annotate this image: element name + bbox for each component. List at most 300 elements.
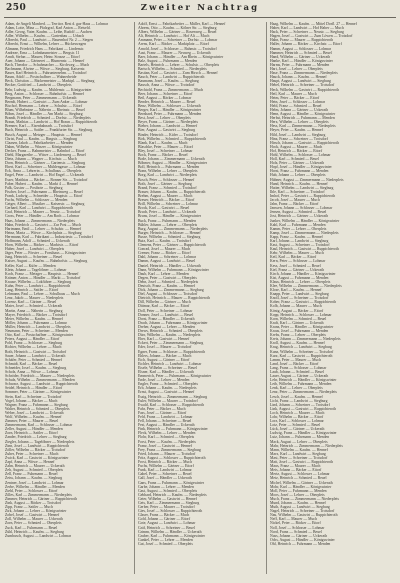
directory-entry: Meis, Johann — Bäcker — Eitorf bbox=[270, 468, 322, 473]
directory-entry: Zerbe, Wilhelm — Händler — Menden bbox=[5, 484, 65, 489]
directory-entry: Drach, Johann — Fuhrmann — Königswinter bbox=[138, 320, 208, 325]
directory-entry: Herrmann, Karl — Fabrikant — Industriestr. — Troisdorf bbox=[5, 234, 93, 239]
directory-entry: Hohl, Wilhelm — Schlosser — Lohmar bbox=[270, 153, 331, 157]
directory-entry: Blaschke, Peter — Maurer — Eitorf bbox=[138, 144, 194, 149]
directory-entry: Bieber, Johann — Landwirt — Hennef bbox=[138, 124, 198, 129]
directory-entry: Kreis, Johann — Zimmermann — Niederpleis bbox=[270, 337, 341, 342]
directory-entry: Eber, Karl — Gastwirt — Hennef bbox=[138, 337, 190, 342]
directory-entry: Lehmann, Paul — Lehrer — Schulhaus — Much bbox=[5, 292, 80, 297]
directory-entry: Vogel, Johann — Bäcker — Much bbox=[5, 398, 58, 403]
directory-entry: Fuchs, Wilhelm — Schlosser — Menden bbox=[5, 198, 68, 203]
directory-entry: Gall, Josef — Händler — Uckerath bbox=[138, 476, 192, 481]
directory-entry: Fahr, Peter — Bäcker — Much bbox=[138, 406, 186, 411]
directory-entry: Berg, Anton — Schlosser — Bahnhofstr. — Hennef bbox=[5, 91, 84, 96]
directory-entry: Schulz, Wilhelm — Zimmermann — Menden bbox=[5, 378, 75, 383]
directory-entry: Möller, Johann — Fuhrmann — Lohmar bbox=[5, 320, 67, 325]
directory-entry: Jost, Heinrich — Gärtner — Uckerath bbox=[270, 214, 328, 219]
directory-entry: Mayer, Friedrich — Bäcker — Troisdorf bbox=[5, 312, 67, 317]
directory-entry: Kist, August — Fuhrmann — Menden bbox=[270, 275, 329, 280]
directory-entry: Böhmer, August — Händler — Königswinter bbox=[138, 161, 208, 166]
running-title: Zweiter Nachtrag bbox=[140, 3, 260, 13]
directory-entry: Licht, Franz — Landwirt — Siegburg bbox=[270, 398, 328, 403]
directory-entry: Kurz, Karl — Gastwirt — Ruppichteroth bbox=[270, 353, 333, 358]
directory-entry: Keil, Karl — Bäcker — Eitorf bbox=[270, 255, 317, 260]
directory-entry: Kraus, Josef — Fuhrmann — Menden bbox=[270, 329, 329, 334]
directory-entry: Kess, Josef — Schmied — Beuel bbox=[270, 263, 321, 268]
directory-entry: Bausch, Anna — Witwe — Troisdorf bbox=[138, 83, 195, 88]
directory-entry: Hock, August — Maurer — Much bbox=[270, 144, 323, 149]
directory-entry: Herbst, Heinrich — Fuhrmann — Menden bbox=[270, 116, 335, 121]
directory-entry: Hamm, August — Schlosser — Lohmar bbox=[270, 46, 331, 51]
directory-entry: Graf, Heinrich — Maurer — Neustr. — Troisdorf bbox=[5, 210, 81, 215]
directory-entry: Geiger, Albert — Musiker — Kaiserstr. — Siegburg bbox=[5, 202, 85, 207]
directory-entry: Zumbusch, August — Landwirt — Lohmar bbox=[5, 533, 72, 538]
directory-entry: Dorst, Franz — Händler — Uckerath bbox=[138, 316, 195, 321]
directory-entry: Junker, Wilhelm — Händler — Königswinter bbox=[270, 218, 340, 223]
directory-entry: Alt, Heinrich — Landwirt — Hof Alt — Much bbox=[138, 34, 210, 39]
column-1 bbox=[5, 22, 129, 574]
directory-entry: Schneider, Josef — Kaufm. — Siegburg bbox=[5, 365, 67, 370]
directory-entry: Hahn, Friedrich — Gastwirt — Zur Post — Much bbox=[5, 222, 82, 227]
directory-entry: Franz, Josef — Gastwirt — Hennef bbox=[138, 443, 192, 448]
directory-entry: Zuck, Karl — Fuhrmann — Beuel bbox=[5, 525, 58, 530]
directory-entry: Kober, Franz — Gastwirt — Ruppichteroth bbox=[270, 300, 337, 305]
directory-entry: Moos, Josef — Lehrer — Oberpleis bbox=[270, 492, 325, 497]
directory-entry: Arnold, Josef — Schlosser — Bahnstr. — Troisdorf bbox=[138, 46, 217, 51]
directory-entry: Geier, Wilhelm — Gastwirt — Hennef bbox=[138, 496, 197, 501]
directory-entry: Andreae, Erna — Lohnbaumeister — Bergstr. 11 bbox=[5, 50, 80, 55]
directory-entry: Klein, Johann — Tagelöhner — Lohmar bbox=[5, 267, 67, 272]
directory-entry: Benz, Wilhelm — Schlosser — Uckerath bbox=[138, 103, 201, 108]
directory-entry: Zeh, August — Schmied — Oberpleis bbox=[5, 468, 64, 473]
directory-entry: Seidel, Heinrich — Händler — Eitorf bbox=[5, 386, 63, 391]
directory-entry: Holl, Karl — Schmied — Beuel bbox=[270, 157, 319, 162]
directory-entry: Emmerich, Peter — Fuhrmann — Königswinter bbox=[138, 374, 212, 379]
directory-entry: Esser, Matthias — Bäcker — Bonner Str. — Troisdorf bbox=[5, 177, 88, 182]
directory-entry: Christ, Paul — Kaufm. — Ringstr. — Siegburg bbox=[5, 136, 78, 141]
directory-entry: Gunkel, Peter — Lehrer — Menden bbox=[138, 537, 193, 542]
directory-entry: Kunz, Wilhelm — Schreiner — Troisdorf bbox=[270, 349, 334, 354]
directory-entry: Knapp, Peter — Landwirt — Siegburg bbox=[270, 292, 329, 297]
directory-entry: Krug, Heinrich — Landwirt — Siegburg bbox=[270, 345, 332, 350]
directory-entry: Brehm, August — Maurer — Much bbox=[138, 193, 193, 198]
directory-entry: Hagen, Josef — Gastwirt — Zum Löwen — Troisdorf bbox=[270, 34, 353, 39]
directory-entry: Braun, Mathias — Landwirt — Hof Braun — Ruppichteroth bbox=[5, 120, 98, 125]
directory-entry: Dick, Johann — Zimmermann — Siegburg bbox=[138, 288, 204, 293]
directory-entry: Ludwig, Franz — Händler — Königswinter bbox=[270, 431, 337, 436]
directory-entry: Boll, Heinrich — Fuhrmann — Menden bbox=[138, 165, 200, 170]
directory-entry: Best, Josef — Lehrer — Oberpleis bbox=[138, 116, 191, 121]
directory-entry: Janssen, Johann — Schlosser — Lohmar bbox=[270, 206, 333, 211]
directory-entry: Bartsch, Wilhelm — Schmied — Niederpleis bbox=[138, 67, 207, 72]
directory-entry: Dehn, Josef — Schmied — Niederpleis bbox=[138, 279, 199, 284]
directory-entry: Ohl, Heinrich — Fuhrmann — Menden bbox=[270, 541, 331, 546]
directory-entry: Eich, August — Gärtner — Eitorf bbox=[138, 357, 190, 362]
column-2 bbox=[138, 22, 262, 574]
directory-entry: Bergmann, Peter — Zimmermann — Uckerath bbox=[5, 95, 77, 100]
directory-entry: Frank, Ludwig — Schneider — Hauptstr. — Eitorf bbox=[5, 193, 83, 198]
directory-entry: Lorz, Karl — Schlosser — Lohmar bbox=[270, 419, 324, 424]
column-divider bbox=[134, 22, 135, 574]
directory-entry: Bastian, Karl — Gastwirt — Zum Hirsch — Hennef bbox=[138, 71, 218, 76]
directory-entry: Heyer, Peter — Kaufm. — Hennef bbox=[270, 128, 323, 133]
directory-entry: Kopp, Heinrich — Schlosser — Lohmar bbox=[270, 312, 332, 317]
directory-entry: Zahn, Heinrich — Maurer — Uckerath bbox=[5, 464, 65, 469]
directory-entry: Kehr, Wilhelm — Maurer — Much bbox=[270, 251, 324, 256]
directory-entry: Fritz, August — Schlosser — Ruppichteroth bbox=[138, 455, 206, 460]
directory-entry: Hof, Heinrich — Bäcker — Eitorf bbox=[270, 148, 323, 153]
directory-entry: Dietrich, Heinrich — Maurer — Ruppichteroth bbox=[138, 296, 210, 301]
directory-entry: Kirch, Johann — Händler — Königswinter bbox=[270, 271, 336, 276]
directory-entry: Binder, Heinrich — Küfer — Troisdorf bbox=[138, 132, 198, 137]
directory-entry: Beil, August — Bäcker — Lohmar bbox=[138, 95, 192, 100]
directory-entry: Berndt, Hubert — Gastwirt — Zum Anker — Lohmar bbox=[5, 99, 88, 104]
directory-entry: Klaus, Heinrich — Lehrer — Oberpleis bbox=[270, 279, 331, 284]
directory-entry: Kiel, Franz — Gärtner — Uckerath bbox=[270, 267, 324, 272]
directory-entry: Otto, Karl — Postschaffner — Königswinter bbox=[5, 333, 74, 338]
directory-entry: Sauer, Johann — Landwirt — Uckerath bbox=[5, 353, 66, 358]
directory-entry: Hartmann, Emil — Lehrer — Schulstr. — Hennef bbox=[5, 226, 82, 231]
directory-entry: Dorn, Heinrich — Gärtner — Gartenstr. — Siegburg bbox=[5, 161, 86, 166]
directory-entry: Jung, Heinrich — Schreiner — Beuel bbox=[5, 255, 63, 260]
directory-entry: Kern, Peter — Schlosser — Lohmar bbox=[270, 259, 326, 264]
directory-entry: Gast, August — Schmied — Oberpleis bbox=[138, 488, 198, 493]
directory-entry: Kamm, Peter — Lehrer — Oberpleis bbox=[270, 226, 327, 231]
directory-entry: Zentner, Josef — Landwirt — Lohmar bbox=[5, 480, 64, 485]
directory-entry: Laub, Johann — Schmied — Beuel bbox=[270, 369, 324, 374]
directory-entry: Busch, August — Metzger — Hauptstr. — Hennef bbox=[5, 132, 82, 137]
directory-entry: Richter, Wilhelm — Lehrer — Much bbox=[5, 345, 62, 350]
directory-entry: Haupt, August — Landwirt — Siegburg bbox=[270, 79, 331, 84]
directory-entry: Jahn, Franz — Bäcker — Eitorf bbox=[270, 202, 319, 207]
directory-entry: Burg, August — Zimmermann — Niederpleis bbox=[138, 226, 208, 231]
column-divider bbox=[266, 22, 267, 574]
directory-entry: Maier, Josef — Schmied — Uckerath bbox=[5, 304, 63, 309]
directory-entry: Arndt, Stefan — Maurer, Heinr. Strasse — Eitorf bbox=[5, 54, 80, 59]
directory-entry: Ehlers, Johann — Bäcker — Much bbox=[138, 353, 192, 358]
directory-entry: Stein, Karl — Schreiner — Troisdorf bbox=[5, 394, 62, 399]
directory-entry: Aust, Franz — Maurer — Neuweg — Uckerath bbox=[138, 50, 211, 55]
directory-entry: Daniel, Heinrich — Händler — Uckerath bbox=[138, 263, 201, 268]
directory-entry: Butz, Karl — Kaufm. — Troisdorf bbox=[138, 238, 191, 243]
directory-entry: Horn, Wilhelm — Bäcker — Marktstr. — Eitorf bbox=[5, 243, 79, 248]
directory-entry: Hess, Karl — Zimmermann — Niederpleis bbox=[270, 124, 336, 129]
directory-entry: Albers, Wilhelm — Gärtner — Rosenweg — Beuel bbox=[138, 30, 217, 35]
directory-entry: Schwarz, August — Landwirt — Ruppichteroth bbox=[5, 382, 78, 387]
directory-entry: Ziegler, Johann — Tagelöhner — Niederpleis bbox=[5, 439, 75, 444]
directory-entry: Buch, Heinrich — Sattler — Frankfurter Str. — Siegburg bbox=[5, 128, 93, 133]
directory-entry: Borg, Karl — Landwirt — Niederpleis bbox=[138, 173, 197, 178]
directory-entry: Adler, Georg, Vater, Kaufm. — Leibe, Rudolf — Aachen bbox=[5, 30, 92, 35]
directory-entry: Haag, Wilhelm — Kaufm. — Mittel Dorfl. 27 — Hennef bbox=[270, 22, 357, 26]
directory-entry: Baum, Adolf — Postschaffner — Wahnerheide bbox=[5, 75, 77, 80]
directory-entry: Lind, Johann — Schreiner — Troisdorf bbox=[270, 402, 330, 407]
directory-entry: Fell, Johann — Schreiner — Beuel bbox=[138, 419, 192, 424]
directory-entry: Fuchs, Wilhelm — Gärtner — Eitorf bbox=[138, 464, 194, 469]
directory-entry: Hand, Wilhelm — Gärtner — Uckerath bbox=[270, 54, 331, 59]
directory-entry: Albrecht, Paul — Landwirt — Bauernhof Nr. 2 — Siegen bbox=[5, 38, 93, 43]
directory-entry: Nord, Franz — Schmied — Beuel bbox=[270, 529, 322, 534]
directory-entry: Bley, Josef — Schreiner — Lohmar bbox=[138, 148, 193, 153]
directory-entry: Elsner, Karl — Händler — Uckerath bbox=[138, 369, 194, 374]
directory-entry: Bauch, Peter — Landwirt — Ruppichteroth bbox=[138, 75, 205, 80]
directory-entry: Hübner, August — Zimmermann — Niederpleis bbox=[270, 177, 344, 182]
directory-entry: Brill, Wilhelm — Schreiner — Lohmar bbox=[138, 202, 198, 207]
directory-entry: Brand, Franz — Schmied — Troisdorf bbox=[138, 185, 197, 190]
directory-entry: Gerhard, Karl — Landwirt — Ruppichteroth bbox=[5, 206, 74, 211]
directory-entry: Roth, Heinrich — Gastwirt — Troisdorf bbox=[5, 349, 67, 354]
directory-entry: Dietz, Johann — Wagner — Kirchstr. — Much bbox=[5, 157, 77, 162]
directory-entry: Daub, Karl — Lehrer — Menden bbox=[138, 271, 189, 276]
directory-entry: Geis, Karl — Zimmermann — Siegburg bbox=[138, 500, 200, 505]
directory-entry: Lenz, Peter — Zimmermann — Niederpleis bbox=[270, 390, 337, 395]
directory-entry: Heinz, Maria — Witwe — Kirchplatz — Siegburg bbox=[5, 230, 82, 235]
directory-entry: Adam, de Angeli Manfred. — Territor. Rest d. gas-Haus — Lohmar bbox=[5, 22, 109, 26]
directory-entry: Fass, Josef — Gärtner — Eitorf bbox=[138, 410, 187, 415]
directory-entry: Hub, Johann — Lehrer — Oberpleis bbox=[270, 173, 326, 178]
directory-entry: Hinz, Franz — Schreiner — Troisdorf bbox=[270, 136, 329, 141]
directory-entry: Ochs, August — Händler — Königswinter bbox=[270, 537, 335, 542]
directory-entry: Gross, Peter — Händler — Am Bach — Lohmar bbox=[5, 214, 80, 219]
directory-entry: Mahr, Heinrich — Zimmermann — Niederpleis bbox=[270, 443, 343, 448]
directory-entry: Harms, Peter — Fuhrmann — Menden bbox=[270, 62, 330, 67]
directory-entry: Jäger, Peter — Förster — Forsthaus — Königswinter bbox=[5, 251, 86, 256]
directory-entry: Gräf, Heinrich — Schreiner — Beuel bbox=[138, 525, 195, 530]
directory-entry: Hase, Franz — Zimmermann — Niederpleis bbox=[270, 71, 338, 76]
directory-entry: Bender, Heinrich — Maurer — Beuel bbox=[138, 99, 196, 104]
directory-entry: Lenk, Karl — Lehrer — Oberpleis bbox=[270, 386, 323, 391]
directory-entry: Kaul, Heinrich — Gastwirt — Ruppichteroth bbox=[270, 247, 339, 252]
directory-entry: Bruns, Josef — Händler — Königswinter bbox=[138, 214, 202, 219]
directory-entry: Altmann, Friedrich Hans — Fabrikant — Lindenstr. bbox=[5, 46, 85, 51]
directory-entry: Zühl, Heinrich — Kaufm. — Siegburg bbox=[5, 529, 64, 534]
directory-entry: Birk, Wilhelm — Schmied — Ruppichteroth bbox=[138, 136, 207, 141]
directory-entry: Hart, Josef — Lehrer — Oberpleis bbox=[270, 67, 323, 72]
directory-entry: Euler, Wilhelm — Maurer — Troisdorf bbox=[138, 398, 198, 403]
directory-entry: Hund, Heinrich — Kaufm. — Hennef bbox=[270, 181, 328, 186]
directory-entry: Scholz, Anna — Witwe — Lohmar bbox=[5, 369, 59, 374]
directory-entry: Engel, Peter — Landwirt — Hof Engel — Uckerath bbox=[5, 173, 85, 178]
directory-entry: Bruch, Peter — Landwirt — Uckerath bbox=[138, 210, 197, 215]
directory-entry: Keller, Karl — Küfer — Menden bbox=[5, 263, 56, 268]
directory-entry: Feld, Franz — Landwirt — Lohmar bbox=[138, 415, 193, 419]
directory-entry: Muth, August — Landwirt — Siegburg bbox=[270, 505, 330, 510]
directory-entry: Dreher, August — Lehrer — Menden bbox=[138, 324, 195, 329]
directory-entry: Nau, Wilhelm — Gastwirt — Ruppichteroth bbox=[270, 513, 338, 518]
directory-entry: Damm, August — Landwirt — Beuel bbox=[138, 259, 196, 264]
directory-entry: Eckert, Peter — Zimmermann — Siegburg bbox=[138, 341, 204, 346]
directory-entry: Baumann, Josef — Kaufm. — Siegburg bbox=[138, 79, 199, 84]
directory-entry: Fest, August — Händler — Uckerath bbox=[138, 423, 195, 428]
directory-entry: Gote, August — Landwirt — Lohmar bbox=[138, 521, 196, 526]
directory-entry: Lamm, Peter — Maurer — Much bbox=[270, 357, 322, 362]
directory-entry: Zeiss, Johann — Kaufm. — Siegburg bbox=[5, 476, 63, 481]
directory-entry: Deutsch, Franz — Kaufm. — Hennef bbox=[138, 284, 196, 288]
directory-entry: Klee, Wilhelm — Zimmermann — Niederpleis bbox=[270, 284, 342, 288]
directory-entry: Forst, Peter — Kaufm. — Niederpleis bbox=[138, 439, 196, 444]
directory-entry: Ammann, Peter — Schreiner — Dorfstr. — Lohmar bbox=[138, 38, 218, 43]
directory-entry: Metz, Heinrich — Schmied — Beuel bbox=[270, 476, 327, 481]
directory-entry: Zirk, Johann — Lehrer — Königswinter bbox=[5, 509, 67, 514]
directory-entry: Heim, Peter — Bäcker — Eitorf bbox=[270, 95, 320, 100]
directory-entry: Dürr, Wilhelm — Kaufm. — Niederpleis bbox=[138, 333, 201, 338]
directory-entry: Lehr, Heinrich — Händler — Königswinter bbox=[270, 378, 337, 383]
directory-entry: Marx, Karl — Landwirt — Siegburg bbox=[270, 451, 326, 456]
directory-entry: Lotz, Peter — Schmied — Beuel bbox=[270, 423, 321, 428]
directory-entry: Zinn, Josef — Landwirt — Ruppichteroth bbox=[5, 443, 69, 448]
directory-entry: Decker, Franz — Bahnmeister — Bahnhof — Eitorf bbox=[5, 148, 85, 153]
directory-entry: Berger, Karl — Händler — Königswinter bbox=[138, 107, 202, 112]
directory-entry: Kahl, Karl — Fuhrmann — Menden bbox=[270, 222, 326, 227]
directory-entry: Wagner, Franz — Fuhrmann — Siegburg bbox=[5, 402, 68, 407]
directory-entry: Zimmermann, Karl — Schlosser — Lohmar bbox=[5, 423, 73, 428]
directory-entry: Erb, Johann — Kaufm. — Niederpleis bbox=[138, 386, 197, 391]
directory-entry: Zink, August — Bäcker — Troisdorf bbox=[5, 500, 62, 505]
directory-entry: Gerber, Peter — Maurer — Troisdorf bbox=[138, 505, 195, 510]
directory-entry: Krause, Wilhelm — Lokführer — Siegburg bbox=[5, 279, 72, 284]
directory-entry: Lauer, August — Gärtner — Uckerath bbox=[270, 374, 329, 379]
directory-entry: Zorn, Peter — Schmied — Oberpleis bbox=[5, 521, 62, 526]
directory-entry: Baer, Johann — Händler — Am Rhein — Königswinter bbox=[138, 54, 224, 59]
directory-entry: Ebert, Karl — Schreiner — Mühlengasse — Lohmar bbox=[5, 165, 86, 170]
directory-entry: Nuss, Johann — Gärtner — Uckerath bbox=[270, 533, 328, 538]
directory-entry: Blank, Karl — Kaufm. — Much bbox=[138, 140, 188, 145]
directory-entry: Behr, Ludwig — Kaufm. — Mühlenstr. — Königswinter bbox=[5, 87, 92, 92]
directory-entry: Helm, Johann — Gärtner — Uckerath bbox=[270, 107, 328, 112]
directory-entry: Eichler, Heinrich — Landwirt — Lohmar bbox=[138, 361, 202, 366]
directory-entry: Balz, August — Fuhrmann — Menden bbox=[138, 58, 198, 63]
directory-entry: Holz, Peter — Gärtner — Uckerath bbox=[270, 161, 324, 166]
directory-entry: Gold, Johann — Gärtner — Eitorf bbox=[138, 517, 191, 522]
directory-entry: Held, Franz — Schmied — Beuel bbox=[270, 103, 322, 108]
directory-entry: Kaiser, August — Kaufm. — Bahnhofstr. — Siegburg bbox=[5, 259, 88, 264]
directory-entry: Haller, Johann — Bäcker — Kirchstr. — Eitorf bbox=[270, 42, 342, 47]
directory-entry: Beer, Johann — Schreiner — Eitorf bbox=[138, 91, 193, 96]
directory-entry: Korn, Wilhelm — Schmied — Beuel bbox=[270, 316, 327, 321]
directory-entry: Degen, Peter — Gastwirt — Oberpleis bbox=[138, 275, 197, 280]
directory-entry: Bauer, Karl Heinrich — Fuhrunternehm. — Troisdorf bbox=[5, 71, 87, 76]
directory-entry: Mast, Peter — Schreiner — Troisdorf bbox=[270, 455, 328, 460]
directory-entry: König, August — Bäcker — Eitorf bbox=[270, 308, 324, 313]
directory-entry: Lück, Josef — Gärtner — Uckerath bbox=[270, 427, 325, 432]
directory-entry: Zimmer, Peter — Maurer — Beuel bbox=[5, 419, 59, 424]
directory-entry: Sommer, Peter — Gärtner — Königswinter bbox=[5, 390, 72, 395]
directory-entry: Clemens, Peter — Gärtner — Ruppichteroth bbox=[138, 243, 206, 248]
directory-entry: Mertz, August — Schlosser — Lohmar bbox=[270, 472, 330, 477]
directory-entry: Brauer, Johann — Kaufm. — Ruppichteroth bbox=[138, 189, 206, 194]
directory-entry: Hebel, Heinrich — Schreiner — Troisdorf bbox=[270, 83, 335, 88]
directory-entry: Jensen, August — Schmied — Beuel bbox=[270, 210, 327, 215]
directory-entry: Zimmer, Heinrich — Gärtner — Ruppichteroth bbox=[5, 496, 77, 501]
directory-entry: Egner, Franz — Schlosser — Ruppichteroth bbox=[138, 349, 206, 354]
directory-entry: Wolf, Wilhelm — Kaufm. — Hennef bbox=[5, 415, 62, 419]
directory-entry: Leib, Wilhelm — Fuhrmann — Menden bbox=[270, 382, 332, 387]
directory-entry: Funk, Karl — Landwirt — Lohmar bbox=[138, 468, 192, 473]
directory-entry: Fink, Heinrich — Fuhrmann — Königswinter bbox=[138, 427, 208, 432]
directory-entry: Matt, Josef — Gastwirt — Ruppichteroth bbox=[270, 460, 334, 465]
directory-entry: Hack, Peter — Schreiner — Neustr. — Siegburg bbox=[270, 30, 344, 35]
directory-entry: Gies, Josef — Schlosser — Ruppichteroth bbox=[138, 509, 203, 514]
directory-entry: Mann, Wilhelm — Kaufm. — Hennef bbox=[270, 447, 328, 452]
directory-entry: Klose, Karl — Kaufm. — Hennef bbox=[270, 288, 322, 293]
directory-entry: Hutter, Wilhelm — Landwirt — Siegburg bbox=[270, 185, 334, 190]
directory-entry: Imhof, Peter — Gastwirt — Ruppichteroth bbox=[270, 193, 336, 198]
directory-entry: Zobel, Josef — Gastwirt — Hennef bbox=[5, 513, 60, 518]
directory-entry: Land, Josef — Bäcker — Eitorf bbox=[270, 361, 319, 366]
directory-entry: Beck, Christian — Bäckermeister — Marktpl. — Siegburg bbox=[5, 79, 95, 84]
directory-entry: Hirsch, Johann — Gastwirt — Ruppichteroth bbox=[270, 140, 339, 145]
directory-entry: Moll, Peter — Fuhrmann — Menden bbox=[270, 488, 327, 493]
directory-entry: Essig, Heinrich — Zimmermann — Siegburg bbox=[138, 394, 208, 399]
directory-entry: Brenner, Karl — Eisenbahnarb. — Troisdorf bbox=[5, 124, 73, 129]
directory-entry: Bonn, Wilhelm — Lehrer — Oberpleis bbox=[138, 169, 198, 174]
directory-entry: Pohl, Franz — Schlosser — Siegburg bbox=[5, 341, 63, 346]
directory-entry: Bier, August — Gastwirt — Siegburg bbox=[138, 128, 196, 133]
directory-entry: Walter, Heinrich — Schmied — Oberpleis bbox=[5, 406, 70, 411]
directory-entry: Gans, Franz — Fuhrmann — Königswinter bbox=[138, 480, 205, 485]
directory-entry: Hild, Josef — Landwirt — Siegburg bbox=[270, 132, 326, 137]
directory-entry: Kamp, Josef — Zimmermann — Niederpleis bbox=[270, 230, 339, 235]
directory-entry: Ernst, August — Gastwirt — Hennef bbox=[138, 390, 195, 395]
directory-entry: Jacob, Josef — Maurer — Much bbox=[270, 198, 320, 203]
directory-entry: Lohr, Wilhelm — Bäcker — Eitorf bbox=[270, 415, 324, 419]
directory-entry: Bechtold, Franz — Zimmermann — Much bbox=[138, 87, 204, 92]
directory-entry: Kapp, Franz — Kaufm. — Hennef bbox=[270, 234, 323, 239]
directory-entry: Diehl, Margarethe — Witwe — Lindenweg — Beuel bbox=[5, 153, 86, 157]
directory-entry: Albrecht, Ernst — Wilhelm, Lehrer — Hückeswagen bbox=[5, 42, 86, 47]
directory-entry: Hanke, Karl — Händler — Königswinter bbox=[270, 58, 333, 63]
directory-entry: Bosch, Peter — Schlosser — Hennef bbox=[138, 177, 195, 182]
directory-entry: Glaser, Franz — Bäcker — Much bbox=[138, 513, 190, 518]
directory-entry: Heil, Karl — Maurer — Much bbox=[270, 91, 317, 96]
directory-entry: Lesch, Josef — Kaufm. — Hennef bbox=[270, 394, 323, 399]
directory-entry: Adolf, Ernst — Fabrikarbeiter — Müller, Karl — Hennef bbox=[138, 22, 226, 26]
directory-entry: Martin, Anna — Näherin — Siegburg bbox=[5, 308, 63, 313]
directory-entry: Ziehl, Peter — Schlosser — Eitorf bbox=[5, 488, 58, 493]
directory-entry: Drews, Heinrich — Schmied — Oberpleis bbox=[138, 329, 203, 334]
column-3 bbox=[270, 22, 396, 574]
directory-entry: Henn, August — Händler — Königswinter bbox=[270, 112, 336, 117]
directory-entry: Loch, Heinrich — Maurer — Much bbox=[270, 410, 325, 415]
directory-entry: Adam, Lotte, Mina — Pfalzgraf, Karl Anton — Reiseld. bbox=[5, 26, 91, 31]
directory-entry: Blum, Wilhelmine — Näherin — Rheinstr. — Beuel bbox=[5, 107, 85, 112]
directory-entry: Fischer, Josef — Fuhrmann — Rheinweg — Beuel bbox=[5, 189, 83, 194]
directory-entry: Weber, Josef — Landwirt — Uckerath bbox=[5, 410, 64, 415]
directory-entry: Doll, Peter — Schreiner — Lohmar bbox=[138, 308, 193, 313]
directory-entry: Diel, August — Schlosser — Troisdorf bbox=[138, 292, 198, 297]
directory-entry: Zwick, Karl — Gastwirt — Königswinter bbox=[5, 455, 69, 460]
directory-entry: Eder, Josef — Maurer — Troisdorf bbox=[138, 345, 192, 350]
directory-entry: Bode, Johann — Zimmermann — Uckerath bbox=[138, 157, 205, 162]
directory-entry: Hammer, Heinrich — Schmied — Beuel bbox=[270, 50, 332, 55]
directory-entry: Beyer, Franz — Gärtner — Niederpleis bbox=[138, 120, 198, 125]
directory-entry: Zilles, Karl — Zimmermann — Niederpleis bbox=[5, 492, 72, 497]
directory-entry: Zapf, Anna — Witwe — Hennef bbox=[5, 460, 55, 465]
directory-entry: Huber, Josef — Landwirt — Oberpleis bbox=[5, 247, 65, 252]
directory-entry: Lutz, Johann — Fuhrmann — Menden bbox=[270, 435, 330, 440]
directory-entry: Kast, August — Schreiner — Troisdorf bbox=[270, 243, 330, 248]
directory-entry: Karl, Johann — Landwirt — Siegburg bbox=[270, 238, 329, 243]
directory-entry: Zuber, Peter — Schreiner — Much bbox=[5, 451, 59, 456]
directory-entry: Hopf, Josef — Händler — Königswinter bbox=[270, 165, 332, 170]
directory-entry: Heck, Wilhelm — Gastwirt — Ruppichteroth bbox=[270, 87, 340, 92]
directory-entry: Brock, Karl — Gastwirt — Beuel bbox=[138, 206, 190, 211]
directory-entry: Becker, Gottfried — Landwirt — Oberpleis bbox=[5, 83, 72, 88]
directory-entry: Meier, Wilhelm — Kaufm. — Hennef bbox=[5, 316, 63, 321]
directory-entry: Bock, Franz — Bäcker — Beuel bbox=[138, 153, 188, 157]
directory-entry: Dittmar, Karl — Bäcker — Eitorf bbox=[138, 304, 190, 309]
directory-entry: Adler, Wilhelm — Kaufm. — Gartenbau — Urbach bbox=[5, 34, 85, 39]
